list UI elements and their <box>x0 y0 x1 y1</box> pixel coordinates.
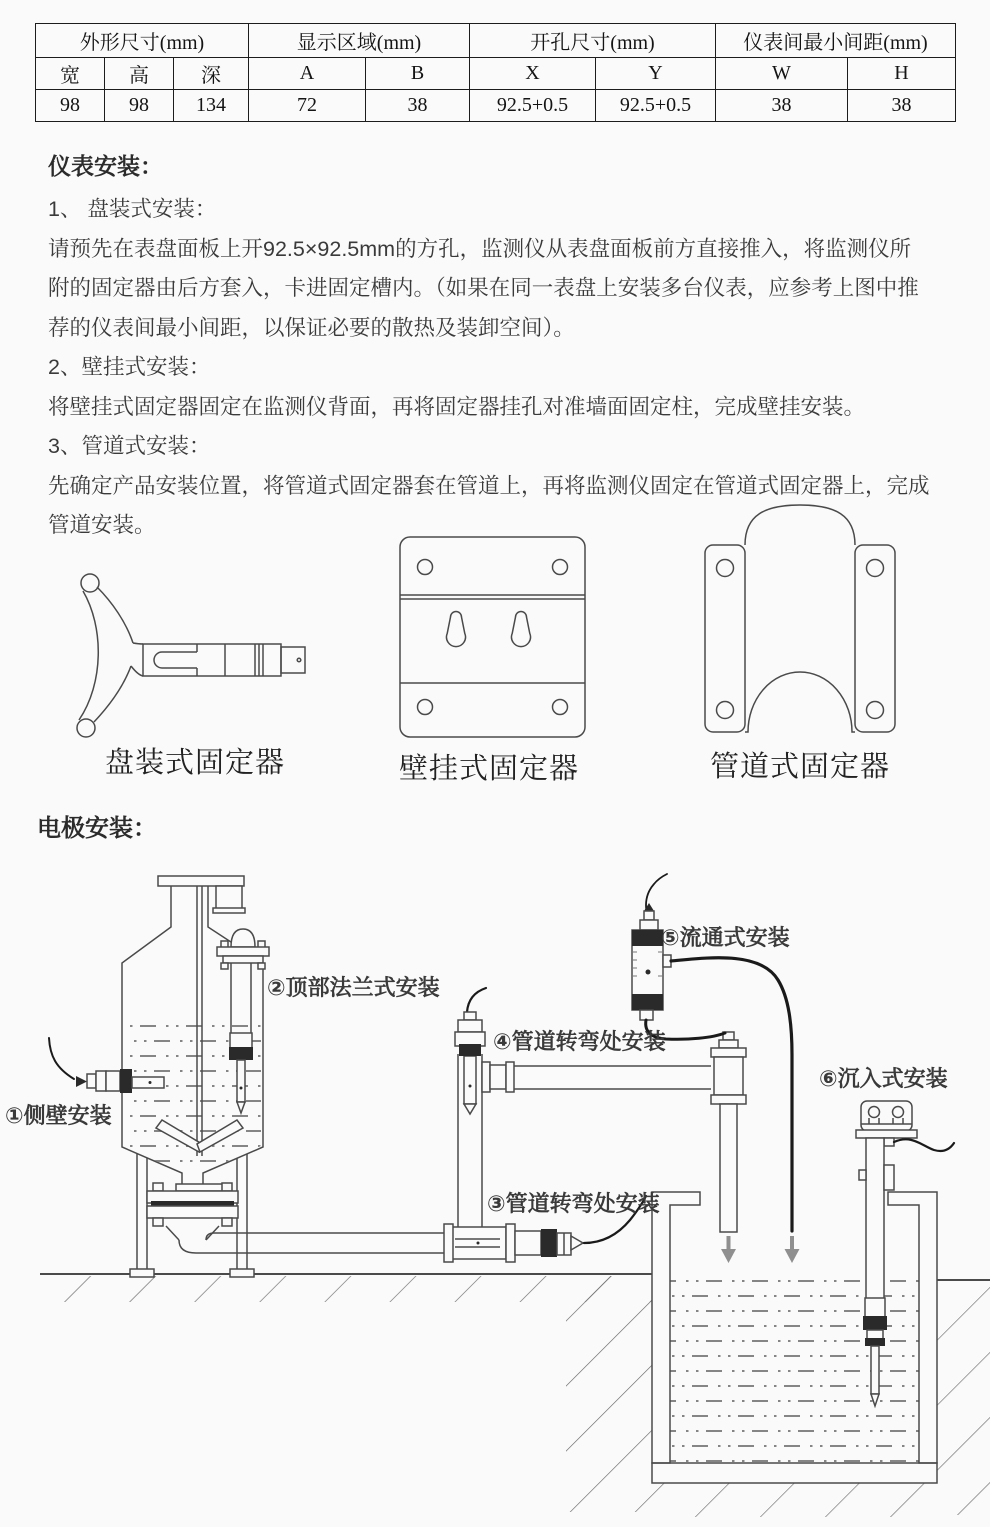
sump-pool <box>652 1192 937 1483</box>
label-immersion-install: ⑥沉入式安装 <box>819 1066 948 1091</box>
col-header: 宽 <box>36 58 105 90</box>
table-row <box>36 24 956 58</box>
flow-arrow <box>721 1249 736 1263</box>
panel-mount-fixer-figure <box>55 570 320 745</box>
figure-caption: 管道式固定器 <box>709 751 890 783</box>
meter-install-paragraphs <box>48 190 930 546</box>
table-row <box>36 90 956 122</box>
col-header: B <box>366 58 470 90</box>
cell-value: 38 <box>716 90 848 122</box>
pool-floor <box>652 1463 937 1483</box>
text-line: 附的固定器由后方套入，卡进固定槽内。（如果在同一表盘上安装多台仪表，应参考上图中推 <box>48 276 919 300</box>
cell-value: 134 <box>174 90 249 122</box>
label-side-wall-install: ①侧壁安装 <box>5 1103 112 1128</box>
wall-mount-fixer-drawing <box>395 532 590 742</box>
cell-value: 72 <box>249 90 366 122</box>
section-heading-electrode-install: 电极安装： <box>37 815 157 842</box>
sample-tee <box>711 1032 746 1263</box>
col-header: 高 <box>105 58 174 90</box>
col-header: Y <box>596 58 716 90</box>
flow-arrow <box>785 1249 800 1263</box>
text-line: 先确定产品安装位置，将管道式固定器套在管道上，再将监测仪固定在管道式固定器上，完成 <box>48 473 930 498</box>
electrode-installation-diagram <box>0 827 990 1527</box>
group-header: 仪表间最小间距(mm) <box>716 24 956 58</box>
label-flow-through-install: ⑤流通式安装 <box>661 925 790 950</box>
table-row <box>36 58 956 90</box>
label-pipe-elbow-install-3: ③管道转弯处安装 <box>487 1191 660 1216</box>
col-header: 深 <box>174 58 249 90</box>
cell-value: 98 <box>36 90 105 122</box>
label-pipe-elbow-install-4: ④管道转弯处安装 <box>493 1029 666 1054</box>
text-line: 3、管道式安装： <box>48 434 211 458</box>
panel-mount-fixer-drawing <box>55 570 320 740</box>
cell-value: 92.5+0.5 <box>470 90 596 122</box>
spec-table <box>35 23 956 122</box>
figure-caption: 壁挂式固定器 <box>398 753 579 785</box>
col-header: W <box>716 58 848 90</box>
text-line: 2、壁挂式安装： <box>48 355 211 379</box>
text-line: 1、 盘装式安装： <box>48 197 217 221</box>
figure-caption: 盘装式固定器 <box>104 747 285 779</box>
section-heading-meter-install: 仪表安装： <box>48 153 163 179</box>
tank-top-plate <box>158 876 244 886</box>
cell-value: 38 <box>848 90 956 122</box>
agitator-motor <box>216 886 242 910</box>
label-top-flange-install: ②顶部法兰式安装 <box>267 975 440 1000</box>
pipe-mount-fixer-drawing <box>698 503 903 740</box>
col-header: X <box>470 58 596 90</box>
col-header: H <box>848 58 956 90</box>
col-header: A <box>249 58 366 90</box>
group-header: 开孔尺寸(mm) <box>470 24 716 58</box>
text-line: 荐的仪表间最小间距，以保证必要的散热及装卸空间）。 <box>48 315 575 340</box>
electrode-cable <box>467 988 486 1012</box>
group-header: 显示区域(mm) <box>249 24 470 58</box>
cell-value: 92.5+0.5 <box>596 90 716 122</box>
cell-value: 38 <box>366 90 470 122</box>
pipe-mount-fixer-figure <box>698 503 903 745</box>
wall-mount-fixer-figure <box>395 532 590 747</box>
elbow-electrode <box>515 1231 541 1255</box>
tank-bottom-flange <box>147 1183 448 1253</box>
text-line: 请预先在表盘面板上开92.5×92.5mm的方孔，监测仪从表盘面板前方直接推入，将监测仪所 <box>48 236 912 261</box>
text-line: 将壁挂式固定器固定在监测仪背面，再将固定器挂孔对准墙面固定柱，完成壁挂安装。 <box>48 394 866 419</box>
cell-value: 98 <box>105 90 174 122</box>
group-header: 外形尺寸(mm) <box>36 24 249 58</box>
text-line: 管道安装。 <box>48 513 156 537</box>
